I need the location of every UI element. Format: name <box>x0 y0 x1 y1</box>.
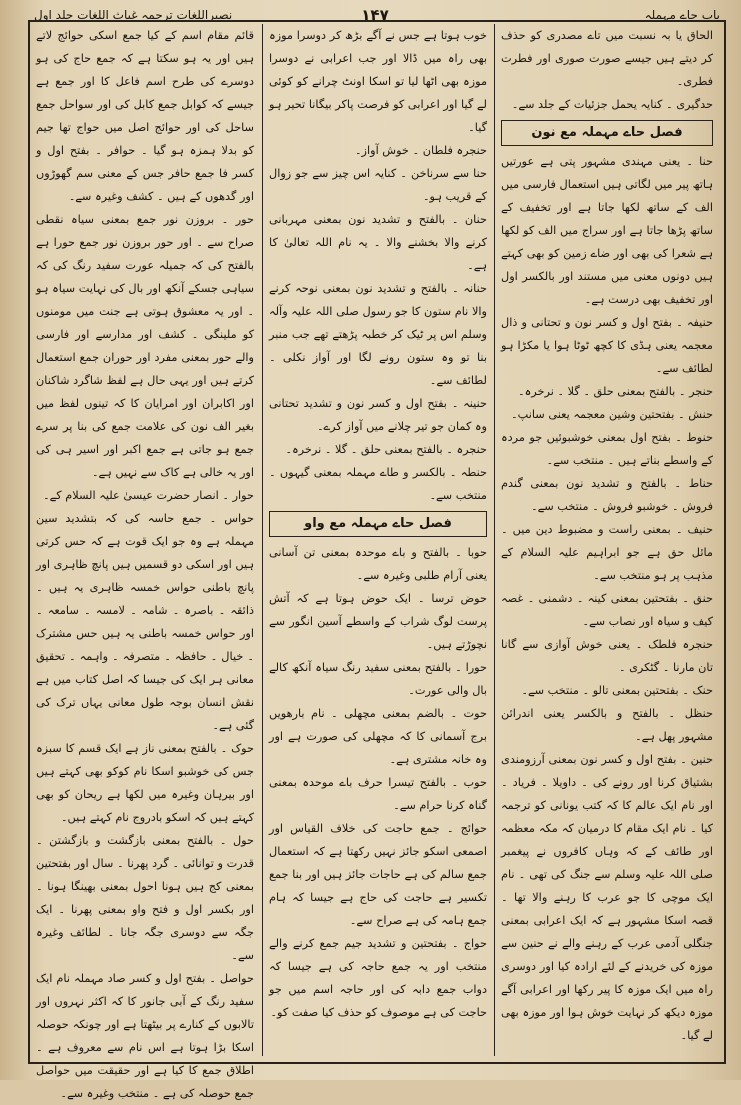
header-chapter: باب حاے مہملہ <box>644 8 720 22</box>
entry: حنا سے سرناخن ۔ کنایہ اس چیز سے جو زوال کے قریب ہو۔ <box>269 167 487 203</box>
entry: حناط ۔ بالفتح و تشدید نون بمعنی گندم فروش ۔ خوشبو فروش ۔ منتخب سے۔ <box>501 477 713 513</box>
entry: حنین ۔ بفتح اول و کسر نون بمعنی آرزومندی بشتیاق کرنا اور رونے کی ۔ داویلا ۔ فریاد ۔ اور نام ایک عالم کا کہ کتب یونانی کو ترجمہ کیا ۔ نام ایک مقام کا درمیان کہ مکہ معظمہ اور طائف کے کہ وہاں کافروں نے پیغمبر صلی اللہ علیہ وسلم سے جنگ کی تھی ۔ نام ایک موچی کا جو عرب کا رہنے والا تھا ۔ قصہ اسکا مشہور ہے کہ ایک اعرابی بمعنی جنگلی آدمی عرب کے رہنے والے نے حنین سے موزہ کی خریدنے کے لئے ارادہ کیا اور دوسری راہ میں ایک موزہ کا پیر رکھا اور اعرابی آگے موزہ دیکھ کر نہایت خوش ہوا اور موزہ بھی لے گیا۔ <box>501 753 713 1042</box>
entry: حنظل ۔ بالفتح و بالکسر یعنی اندرائن مشہور پھل ہے۔ <box>501 707 713 743</box>
entry: حنطہ ۔ بالکسر و طاے مہملہ بمعنی گیہوں ۔ منتخب سے۔ <box>269 466 487 502</box>
entry: حنان ۔ بالفتح و تشدید نون بمعنی مہربانی کرنے والا بخشنے والا ۔ یہ نام اللہ تعالیٰ کا ہے۔ <box>269 213 487 272</box>
entry: حواس ۔ جمع حاسہ کی کہ بتشدید سین مہملہ ہے وہ جو ایک قوت ہے کہ حس کرتی ہیں اور اسکی دو قسمیں ہیں پانچ ظاہری اور پانچ باطنی حواس خمسہ ظاہری یہ ہیں ۔ ذائقہ ۔ باصرہ ۔ شامہ ۔ لامسہ ۔ سامعہ ۔ اور حواس خمسہ باطنی یہ ہیں حس مشترک ۔ خیال ۔ حافظہ ۔ متصرفہ ۔ واہمہ ۔ تحقیق معانی ہر ایک کی جیسا کہ اصل کتاب میں ہے نقش انسان بوجہ طول معانی یہاں ترک کی گئی ہے۔ <box>36 512 254 732</box>
entry: حور ۔ بروزن نور جمع بمعنی سیاہ نقطی صراح سے ۔ اور حور بروزن نور جمع حورا ہے بالفتح کی کہ جمیلہ عورت سفید رنگ کی کہ سیاہی جسکے آنکھ اور بال کی نہایت سیاہ ہو ۔ اور یہ معشوق ہوتی ہے جنت میں مومنوں کو ملینگی ۔ کشف اور مدارسے اور فارسی والے حور بمعنی مفرد اور حوران جمع استعمال کرتے ہیں اور یہی حال ہے لفظ شاگرد شاکنان اور اکابران اور امرایان کا کہ تینوں لفظ میں بغیر الف نون کی علامت جمع کی بنا پر سرے جمع ہو جاتی ہے جمع اکبر اور اسیر ہی کی اور یہ خالی ہے کاک سے نہیں ہے۔ <box>36 213 254 479</box>
entry: حوائج ۔ جمع حاجت کی خلاف القیاس اور اصمعی اسکو جائز نہیں رکھتا ہے کہ استعمال جمع سالم کی ہے حاجات جائز ہیں اور بنا جمع تکسیر ہے حاجت کی حاج ہے جیسا کہ ہام جمع ہامہ کی ہے صراح سے۔ <box>269 822 487 927</box>
entry: حورا ۔ بالفتح بمعنی سفید رنگ سیاہ آنکھ کالے بال والی عورت۔ <box>269 661 487 697</box>
header-book-title: نصیراللغات ترجمہ غیاث اللغات جلد اول <box>34 8 233 22</box>
entry: حواج ۔ بفتحتین و تشدید جیم جمع کرنے والے منتخب اور یہ جمع حاجہ کی ہے جیسا کہ دواب جمع دابہ کی اور حاجہ اسم میں جو حاجت کی ہے موصوف کو حذف کیا صفت کو۔ <box>269 937 487 1019</box>
section-title-waw: فصل حاے مہملہ مع واو <box>269 511 487 537</box>
right-column <box>494 24 719 1056</box>
entry: حنجر ۔ بالفتح بمعنی حلق ۔ گلا ۔ نرخرہ۔ <box>518 385 713 398</box>
entry: حنینہ ۔ بفتح اول و کسر نون و تشدید تحتانی وہ کمان جو تیر چلانے میں آواز کرے۔ <box>269 397 487 433</box>
page-number: ۱۴۷ <box>361 6 389 24</box>
entry: حوب ۔ بالفتح تیسرا حرف باے موحدہ بمعنی گناہ کرنا حرام سے۔ <box>269 776 487 812</box>
entry: حوبا ۔ بالفتح و باے موحدہ بمعنی تن آسانی یعنی آرام طلبی وغیرہ سے۔ <box>269 546 487 582</box>
entry: حنجرہ فلطک ۔ یعنی خوش آوازی سے گانا تان مارنا ۔ گٹکری ۔ <box>501 638 713 674</box>
entry: خوب ہوتا ہے جس نے آگے بڑھ کر دوسرا موزہ بھی راہ میں ڈالا اور جب اعرابی نے دوسرا موزہ بھی اٹھا لیا تو اسکا اونٹ چرانے کو کوئی لے گیا اور اعرابی کو فرصت پاکر بیگانا تحیر ہو گیا۔ <box>269 29 487 134</box>
entry: حنجرہ فلطان ۔ خوش آواز۔ <box>354 144 487 157</box>
middle-column <box>262 24 493 1056</box>
entry: حوک ۔ بالفتح بمعنی ناز ہے ایک قسم کا سبزہ جس کی خوشبو اسکا نام کوکو بھی کہتے ہیں اور بیرہان وغیرہ میں لکھا ہے ریحان کو بھی کہتے ہیں کہ اسکو بادروج نام کہتے ہیں۔ <box>36 742 254 824</box>
entry: الحاق یا بہ نسبت میں تاے مصدری کو حذف کر دیتے ہیں جیسے صورت صوری اور فطرت فطری۔ <box>501 29 713 88</box>
section-title-noon: فصل حاے مہملہ مع نون <box>501 120 713 146</box>
entry: حدگیری ۔ کنایہ یحمل جزئیات کے جلد سے۔ <box>511 98 713 111</box>
entry: حنق ۔ بفتحتین بمعنی کینہ ۔ دشمنی ۔ غصہ کیف و سیاہ اور نصاب سے۔ <box>501 592 713 628</box>
entry: حنک ۔ بفتحتین بمعنی تالو ۔ منتخب سے۔ <box>521 684 713 697</box>
entry: قائم مقام اسم کے کیا جمع اسکی حوائج لاتے ہیں اور یہ ہو سکتا ہے کہ جمع حاج کی ہو دوسرے کی طرح اسم فاعل کا اور جمع ہے جیسے کہ کوابل جمع کابل کی اور سواحل جمع ساحل کی اور حوائج اصل میں حواج تھا جیم کو بدلا ہمزہ ہو گیا ۔ حوافر ۔ بفتح اول و کسر فا جمع حافر جس کے معنی سم گھوڑوں اور گدھوں کے ہیں ۔ کشف وغیرہ سے۔ <box>36 29 254 203</box>
entry: حنیفہ ۔ بفتح اول و کسر نون و تحتانی و ذال معجمہ یعنی ہڈی کا کچھ ٹوٹا ہوا یا مکڑا ہو لطائف سے۔ <box>501 316 713 375</box>
left-column <box>30 24 260 1100</box>
entry: حواصل ۔ بفتح اول و کسر صاد مہملہ نام ایک سفید رنگ کے آبی جانور کا کہ اکثر نہروں اور تالابوں کے کنارے پر بیٹھتا ہے اور چونکہ حوصلہ اسکا بڑا ہوتا ہے اس نام سے معروف ہے ۔ اطلاق جمع کا کیا ہے اور حقیقت میں حواصل جمع حوصلہ کی ہے ۔ منتخب وغیرہ سے۔ <box>36 972 254 1100</box>
entry: حوت ۔ بالضم بمعنی مچھلی ۔ نام بارھویں برج آسمانی کا کہ مچھلی کی صورت ہے اور وہ خانہ مشتری ہے۔ <box>269 707 487 766</box>
entry: حنوط ۔ بفتح اول بمعنی خوشبوئیں جو مردہ کے واسطے بناتے ہیں ۔ منتخب سے۔ <box>501 431 713 467</box>
entry: حوار ۔ انصار حضرت عیسیٰ علیہ السلام کے۔ <box>43 489 254 502</box>
entry: حول ۔ بالفتح بمعنی بازگشت و بازگشتن ۔ قدرت و توانائی ۔ گرد پھرنا ۔ سال اور بفتحتین بمعنی کج ہیں ہونا احول بمعنی بھینگا ہونا ۔ اور بکسر اول و فتح واو بمعنی پھرنا ۔ ایک جگہ سے دوسری جگہ جانا ۔ لطائف وغیرہ سے۔ <box>36 834 254 962</box>
entry: حنش ۔ بفتحتین وشین معجمہ یعنی سانپ۔ <box>511 408 713 421</box>
entry: حنجرہ ۔ بالفتح بمعنی حلق ۔ گلا ۔ نرخرہ۔ <box>285 443 487 456</box>
entry: حنا ۔ یعنی مہندی مشہور پتی ہے عورتیں ہاتھ پیر میں لگاتی ہیں استعمال فارسی میں الف کے ساتھ لکھا جاتا ہے اور تخفیف کے ساتھ پڑھا جاتا ہے اور سراج میں الف کو لکھا ہے شعرا کی بھی اور ضاے زمین کو بھی کہتے ہیں دونوں معنی میں مستند اور بالکسر اول اور تخفیف بھی درست ہے۔ <box>501 155 713 306</box>
entry: حوض ترسا ۔ ایک حوض ہوتا ہے کہ آتش پرست لوگ شراب کے واسطے آسین انگور سے نچوڑتے ہیں۔ <box>269 592 487 651</box>
entry: حنانہ ۔ بالفتح و تشدید نون بمعنی نوحہ کرنے والا نام ستون کا جو رسول صلی اللہ علیہ وآلہ وسلم اس پر ٹیک کر خطبہ پڑھتے تھے جب منبر بنا تو وہ ستون رونے لگا اور آواز نکلی ۔ لطائف سے۔ <box>269 282 487 387</box>
entry: حنیف ۔ بمعنی راست و مضبوط دین میں ۔ مائل حق ہے جو ابراہیم علیہ السلام کے مذہب پر ہو منتخب سے۔ <box>501 523 713 582</box>
